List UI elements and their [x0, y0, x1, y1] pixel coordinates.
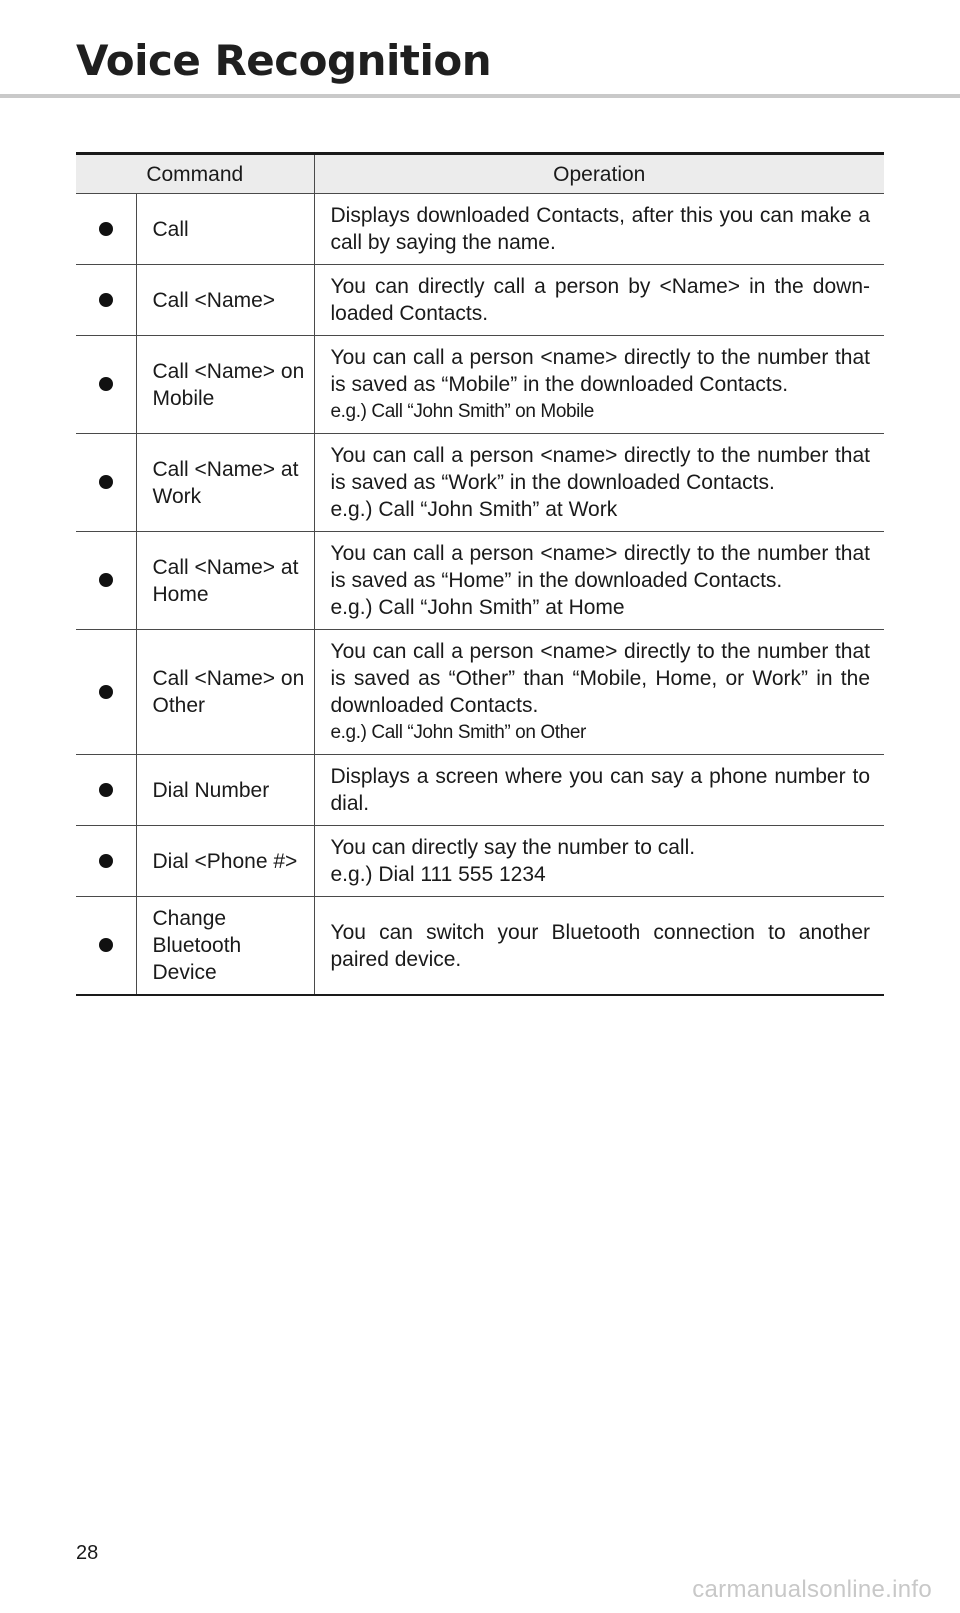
table-row — [76, 532, 884, 630]
example-text: e.g.) Call “John Smith” at Home — [330, 596, 625, 619]
description-cell — [314, 630, 884, 755]
table-row — [76, 194, 884, 265]
table-row — [76, 755, 884, 826]
description-text: You can switch your Bluetooth connection to another paired device. — [330, 920, 870, 971]
description-cell — [314, 826, 884, 897]
example-text: e.g.) Dial 111 555 1234 — [330, 863, 546, 886]
bullet-cell — [76, 336, 136, 434]
description-text: Displays downloaded Contacts, after this you can make a call by saying the name. — [330, 204, 870, 254]
bullet-cell — [76, 630, 136, 755]
description-text: You can call a person <name> directly to the number that is saved as “Work” in the downloaded Contacts. — [330, 444, 870, 494]
column-header-command: Command — [76, 154, 314, 194]
command-cell: Call <Name> at Home — [136, 532, 314, 630]
table-header-row — [76, 154, 884, 194]
table-row — [76, 897, 884, 996]
command-cell: Change Bluetooth Device — [136, 897, 314, 996]
description-cell — [314, 265, 884, 336]
bullet-cell — [76, 826, 136, 897]
command-cell: Call <Name> at Work — [136, 434, 314, 532]
page-number: 28 — [76, 1542, 99, 1564]
bullet-icon — [99, 377, 113, 391]
watermark: carmanualsonline.info — [692, 1576, 932, 1603]
command-cell: Call <Name> on Mobile — [136, 336, 314, 434]
command-cell: Call — [136, 194, 314, 265]
description-cell — [314, 336, 884, 434]
example-text: e.g.) Call “John Smith” on Mobile — [330, 401, 594, 422]
command-cell: Dial Number — [136, 755, 314, 826]
example-text: e.g.) Call “John Smith” at Work — [330, 498, 618, 521]
bullet-icon — [99, 222, 113, 236]
command-table — [76, 152, 884, 996]
command-cell: Dial <Phone #> — [136, 826, 314, 897]
table-row — [76, 826, 884, 897]
table-row — [76, 265, 884, 336]
description-cell — [314, 194, 884, 265]
description-cell — [314, 532, 884, 630]
bullet-cell — [76, 434, 136, 532]
bullet-cell — [76, 897, 136, 996]
bullet-icon — [99, 783, 113, 797]
description-text: You can directly say the number to call. — [330, 836, 696, 859]
bullet-icon — [99, 475, 113, 489]
description-cell — [314, 755, 884, 826]
bullet-cell — [76, 755, 136, 826]
bullet-cell — [76, 532, 136, 630]
bullet-cell — [76, 194, 136, 265]
bullet-icon — [99, 573, 113, 587]
description-text: Displays a screen where you can say a phone number to dial. — [330, 765, 870, 815]
bullet-icon — [99, 293, 113, 307]
example-text: e.g.) Call “John Smith” on Other — [330, 722, 586, 743]
bullet-cell — [76, 265, 136, 336]
bullet-icon — [99, 854, 113, 868]
title-divider — [0, 94, 960, 98]
description-text: You can call a person <name> directly to the number that is saved as “Mobile” in the downloaded Contacts. — [330, 346, 870, 396]
page-title: Voice Recognition — [76, 36, 492, 85]
description-cell — [314, 434, 884, 532]
description-text: You can call a person <name> directly to the number that is saved as “Other” than “Mobile, Home, or Work” in the downloaded Contacts. — [330, 640, 870, 717]
table-row — [76, 630, 884, 755]
description-cell — [314, 897, 884, 996]
command-cell: Call <Name> — [136, 265, 314, 336]
description-text: You can directly call a person by <Name> in the down-loaded Contacts. — [330, 275, 870, 325]
bullet-icon — [99, 685, 113, 699]
column-header-operation: Operation — [314, 154, 884, 194]
description-text: You can call a person <name> directly to the number that is saved as “Home” in the downloaded Contacts. — [330, 542, 870, 592]
table-row — [76, 434, 884, 532]
bullet-icon — [99, 938, 113, 952]
command-cell: Call <Name> on Other — [136, 630, 314, 755]
table-row — [76, 336, 884, 434]
